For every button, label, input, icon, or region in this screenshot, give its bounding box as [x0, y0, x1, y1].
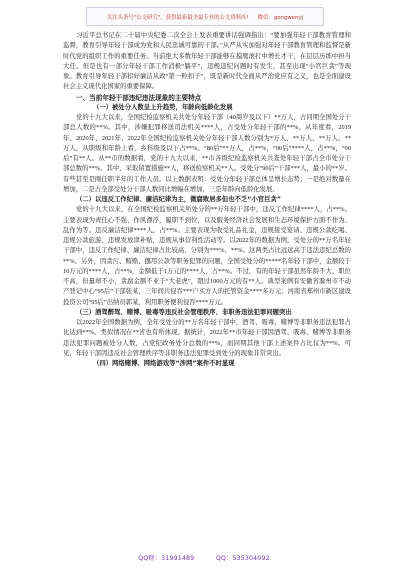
body-paragraph-2: 党的十九大以来，在全国纪检监察机关所处分的**万年轻干部中，违反工作纪律****人，占**%。主要表现为责任心不强、作风漂浮，履职不到位，以及服务经济社会发展和生态环境保护方面不作为、乱作为等。违反廉洁纪律****人，占**%。主要表现为收受礼品礼金，违规接受宴请、违规公款吃喝、违规公款旅游、违规发放津补贴，违规从事营利性活动等。以2022年的数据为例，受处分的**万名年轻干部中，违反工作纪律、廉洁纪律占比较高，分别为***%、**%。这两类占比远远高于违法违纪总数的**%、另外，因贪污、贿赂、挪用公款等职务犯罪的问题，全国受处分的*****名年轻干部中，金额较于10万元的****人，占**%，金额低于1万元的****人，占**%。不过，有的年轻干部虽然年龄不大、职位不高，但量却不小，贪腐金额不亚于“大老虎”，超过1000万元的有**人。典型案例有安徽省滁州市不动产登记中心“95后”干部张某，三年间共侵吞***户买方人的托管资金****多万元；河南省郑州市新区建设投资公司“95后”出纳员郭某，利用职务便利侵吞****万元。 [63, 206, 351, 306]
top-banner[interactable] [86, 7, 324, 26]
subsection-heading-2: （二）以违反工作纪律、廉洁纪律为主，微腐败居多但也不乏“小官巨贪” [76, 196, 281, 203]
document-body [63, 31, 351, 369]
subsection-heading-3: （三）酒驾醉驾、赌博、吸毒等违反社会管理秩序、非职务违法犯罪问题突出 [76, 308, 292, 316]
body-paragraph-3: 以2022年全国数据为例，全年受处分的**万名年轻干部中，酒驾、吸毒、赌博等非职务违法犯罪占比达到**%。类似情况在**省也有所体现。据统计，2022年**市年轻干部因酒驾、吸毒、赌博等非职务违法犯罪问题被处分人数，占党纪政务处分总数的**%，而同期其他干部上述案件占比仅为**%。可见，年轻干部因违反社会管理秩序等非职务违法犯罪受到处分的现象非常突出。 [63, 319, 351, 357]
footer-qq: QQ：535304092 [215, 555, 270, 562]
subsection-heading-1: （一）被处分人数呈上升趋势，年龄向低龄化发展 [93, 103, 233, 111]
footer-qq-group: QQ群：31991489 [138, 555, 195, 562]
body-paragraph-1: 党的十九大以来，全国纪检监察机关共处分年轻干部（40周岁及以下）**万人，占同期全国处分干部总人数的**%。其中，涉嫌犯罪移送司法机关****人，占受处分年轻干部的**%。从年度看，2019年、2020年、2021年、2022年全国纪检监察机关处分年轻干部人数分别为*万人、**万人、**万人、**万人，从职级和年龄上看，乡科级及以下占**%。“80后”**万人，占**%，“90后”****人，占**%，“00后”有**人。从**市的数据看，党的十九大以来，**市各级纪检监察机关共查处年轻干部占全市处分干部总数的**%。其中，采取留置措施**人，移送检察机关**人。受处分“90后”干部***人，最小的**岁。有些甚至是刚任职半年的工作人员。以上数据表明：受处分年轻干部总体呈增长态势；一是绝对数量在增加，二是占全部受处分干部人数同比增幅在增加，三是年龄向低龄化发展。 [63, 114, 351, 193]
section-heading-1: 一、当前年轻干部违纪违法现象的主要特点 [76, 93, 202, 102]
banner-text: 关注头条号"公文研究"，获得最新最全最专业的公文资料库! [106, 14, 249, 21]
subsection-heading-4: （四）网络赌博、网络游戏等“涉网”案件不时显现 [93, 360, 235, 367]
footer-contact [0, 553, 408, 562]
banner-wechat: 微信：gongwenyj [257, 14, 304, 21]
intro-paragraph: 习近平总书记在二十届中央纪委二次全会上发表重要讲话强调指出：“要加强年轻干部教育管理和监督，教育引导年轻干部成为党和人民忠诚可靠的干部。”从严从实加强对年轻干部教育管理和监督是新时代党的组织工作的重要任务。当前绝大多数年轻干部能够在摸爬滚打中增长才干，在层层历练中担当大任。但是也有一部分年轻干部工作消极“躺平”，违规违纪问题时有发生，甚至出现“小官巨贪”等现象。教育引导年轻干部扣好廉洁从政“第一粒扣子”，既是新时代全面从严治党应有之义，也是全面建设社会主义现代化国家的重要保障。 [63, 32, 351, 91]
